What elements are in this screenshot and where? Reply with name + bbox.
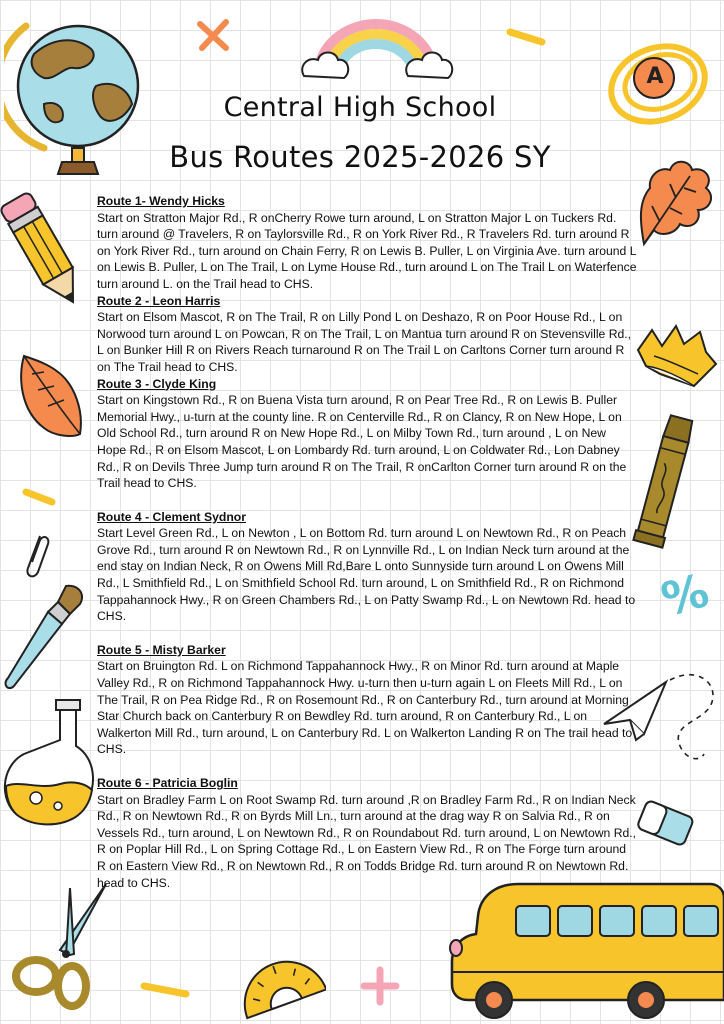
route-2 (97, 293, 637, 376)
route-1 (97, 193, 637, 293)
route-heading: Route 6 - Patricia Boglin (97, 776, 238, 790)
percent-symbol: % (655, 562, 715, 628)
route-heading: Route 1- Wendy Hicks (97, 194, 225, 208)
eraser-icon (632, 792, 698, 856)
paintbrush-icon (0, 580, 92, 696)
globe-icon (4, 8, 144, 178)
rainbow-icon (298, 10, 454, 84)
protractor-icon (226, 930, 326, 1022)
dash-icon (504, 26, 550, 50)
scissors-icon (6, 880, 118, 1010)
route-directions: Start on Bradley Farm L on Root Swamp Rd. turn around ,R on Bradley Farm Rd., R on Indian Neck Rd., R on Newtown Rd., R on Byrds Mill Ln., turn around at the drag way R on Salvia Rd., R on Vessels Rd., turn around, L on Newtown Rd., R on Roundabout Rd. turn around, L on Newtown Rd., R on Poplar Hill Rd., L on Spring Cottage Rd., L on Eastern View Rd., R on The Forge turn around R on Eastern View Rd., R on Newtown Rd., R on Todds Bridge Rd. turn around R on Newtown Rd. head to CHS. (97, 792, 637, 890)
route-directions: Start on Bruington Rd. L on Richmond Tappahannock Hwy., R on Minor Rd. turn around at Maple Valley Rd., R on Richmond Tappahannock Hwy. u-turn then u-turn again L on Fleets Mill Rd., L on The Trail, R on Pea Ridge Rd., R on Rosemount Rd., R on Canterbury Rd., turn around at Morning Star Church back on Canterbury R on Bewdley Rd. turn around, R on Canterbury Rd., L on Walkerton Mill Rd., turn around, L on Canterbury Rd. L on Walkerton Landing R on The trail head to CHS. (97, 659, 633, 757)
route-heading: Route 3 - Clyde King (97, 376, 217, 391)
routes-list (97, 193, 637, 891)
badge-letter: A (646, 64, 664, 89)
route-directions: Start Level Green Rd., L on Newton , L on Bottom Rd. turn around L on Newtown Rd., R on Peach Grove Rd., turn around R on Newtown Rd., R on Lynnville Rd., L on Indian Neck turn around at the end stay on Indian Neck, R on Owens Mill Rd,Bare L onto Sunnyside turn around L on Owens Mill Rd., L Smithfield Rd., L on Smithfield School Rd. turn around, L on Smithfield Rd., R on Richmond Tappahannock Hwy., R on Green Chambers Rd., L on Patty Swamp Rd., L on Newtown Rd. head to CHS. (97, 526, 636, 624)
route-directions: Start on Stratton Major Rd., R onCherry Rowe turn around, L on Stratton Major L on Tuckers Rd. turn around @ Travelers, R on Taylorsville Rd., R on York River Rd., R Travelers Rd. turn around R on York River Rd., turn around on Chain Ferry, R on Lewis B. Puller, L on Virginia Ave. turn around L on Lewis B. Puller, L on The Trail, L on Lyme House Rd., turn around L on The Trail L on Waterfence turn around L. on the Trail head to CHS. (97, 210, 637, 291)
leaf-icon (630, 152, 720, 252)
crayon-icon (628, 410, 702, 550)
page-title: Central High School (223, 92, 497, 123)
dash-icon-3 (136, 976, 196, 1002)
route-heading: Route 5 - Misty Barker (97, 642, 226, 657)
school-bus-icon (448, 876, 724, 1022)
route-3 (97, 376, 637, 492)
flask-icon (0, 694, 102, 836)
route-directions: Start on Elsom Mascot, R on The Trail, R on Lilly Pond L on Deshazo, R on Poor House Rd., L on Norwood turn around L on Powcan, R on The Trail, L on Mantua turn around R on Stevensville Rd., L on Bunker Hill R on Rivers Reach turnaround R on The Trail L on Carltons Corner turn around R on The Trail head to CHS. (97, 310, 632, 374)
cross-icon (194, 16, 234, 56)
route-heading: Route 2 - Leon Harris (97, 293, 221, 308)
route-6 (97, 775, 637, 891)
route-5 (97, 642, 637, 758)
leaf-icon-2 (14, 350, 86, 442)
route-4 (97, 509, 637, 625)
pencil-icon (0, 188, 86, 312)
crown-icon (632, 322, 718, 392)
route-directions: Start on Kingstown Rd., R on Buena Vista turn around, R on Pear Tree Rd., R on Lewis B. Puller Memorial Hwy., u-turn at the county line. R on Centerville Rd., R on Clancy, R on New Hope, L on Old School Rd., turn around R on New Hope Rd., L on Milby Town Rd., turn around , L on New Hope Rd., R on Elsom Mascot, L on Lombardy Rd. turn around, L on Coldwater Rd., Lon Dabney Rd., R on Devils Three Jump turn around R on The Trail, R onCarlton Corner turn around R on the Trail head to CHS. (97, 393, 627, 491)
dash-icon-2 (18, 484, 60, 510)
page-subtitle: Bus Routes 2025-2026 SY (169, 140, 551, 174)
plus-icon (360, 964, 400, 1008)
route-heading: Route 4 - Clement Sydnor (97, 509, 246, 524)
paperclip-icon (20, 528, 52, 586)
